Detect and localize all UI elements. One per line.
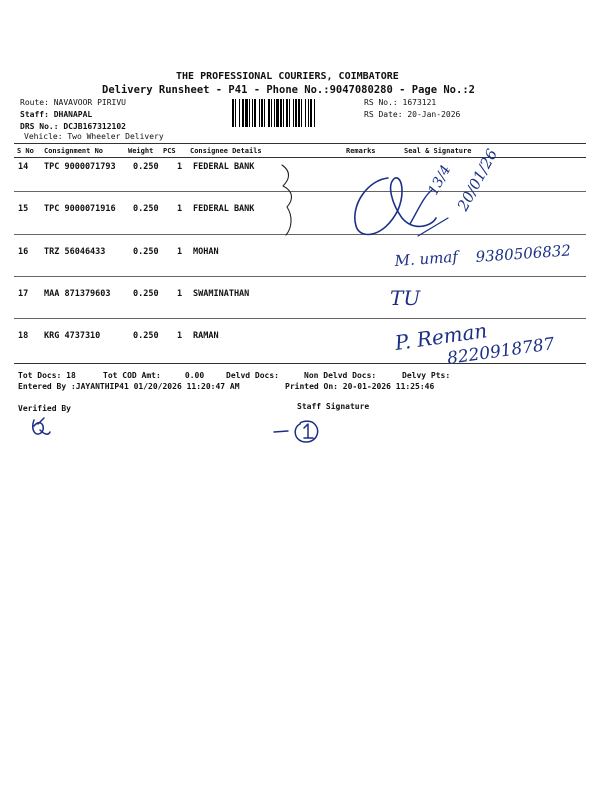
runsheet-title: Delivery Runsheet - P41 - Phone No.:9047080280 - Page No.:2 bbox=[102, 84, 475, 96]
row-consignment: TPC 9000071916 bbox=[44, 204, 116, 214]
row-consignee: MOHAN bbox=[193, 247, 219, 257]
row-consignment: TPC 9000071793 bbox=[44, 162, 116, 172]
row-sno: 17 bbox=[18, 289, 29, 299]
row-weight: 0.250 bbox=[133, 331, 159, 341]
drs-label: DRS No.: DCJB167312102 bbox=[20, 122, 126, 131]
row-pcs: 1 bbox=[177, 162, 183, 172]
signature-underline bbox=[418, 218, 448, 236]
signature-rows-14-15 bbox=[355, 178, 436, 235]
row-consignment: KRG 4737310 bbox=[44, 331, 101, 341]
row-weight: 0.250 bbox=[133, 247, 159, 257]
staff-signature-dash bbox=[274, 431, 288, 432]
verified-by-label: Verified By bbox=[18, 404, 71, 413]
row-consignee: RAMAN bbox=[193, 331, 219, 341]
row-consignee: SWAMINATHAN bbox=[193, 289, 250, 299]
row-sno: 16 bbox=[18, 247, 29, 257]
total-cod: Tot COD Amt: 0.00 bbox=[103, 371, 205, 380]
row-consignee: FEDERAL BANK bbox=[193, 204, 255, 214]
handwritten-phone-16: 9380506832 bbox=[475, 241, 572, 266]
entered-by: Entered By :JAYANTHIP41 01/20/2026 11:20:47 AM bbox=[18, 382, 240, 391]
vehicle-label: Vehicle: Two Wheeler Delivery bbox=[24, 132, 164, 141]
non-delivered-docs: Non Delvd Docs: bbox=[304, 371, 377, 380]
rs-date: RS Date: 20-Jan-2026 bbox=[364, 110, 461, 119]
row-consignee: FEDERAL BANK bbox=[193, 162, 255, 172]
row-weight: 0.250 bbox=[133, 204, 159, 214]
company-title: THE PROFESSIONAL COURIERS, COIMBATORE bbox=[176, 71, 399, 82]
printed-on: Printed On: 20-01-2026 11:25:46 bbox=[285, 382, 435, 391]
col-header-weight: Weight bbox=[128, 147, 154, 155]
row-consignment: TRZ 56046433 bbox=[44, 247, 106, 257]
col-header-pcs: PCS bbox=[163, 147, 176, 155]
col-header-consignee: Consignee Details bbox=[190, 147, 262, 155]
row-sno: 14 bbox=[18, 162, 29, 172]
row-weight: 0.250 bbox=[133, 162, 159, 172]
handwritten-name-18: P. Reman bbox=[393, 318, 489, 355]
handwritten-name-16: M. umaf bbox=[394, 247, 459, 270]
row-weight: 0.250 bbox=[133, 289, 159, 299]
rs-number: RS No.: 1673121 bbox=[364, 98, 437, 107]
row-sno: 15 bbox=[18, 204, 29, 214]
row-pcs: 1 bbox=[177, 204, 183, 214]
handwritten-mark-17: TU bbox=[390, 286, 421, 310]
staff-label: Staff: DHANAPAL bbox=[20, 110, 93, 119]
row-consignment: MAA 871379603 bbox=[44, 289, 111, 299]
delivered-docs: Delvd Docs: bbox=[226, 371, 279, 380]
handwritten-date: 20/01/26 bbox=[453, 145, 502, 214]
col-header-sno: S No bbox=[17, 147, 34, 155]
staff-signature-label: Staff Signature bbox=[297, 402, 370, 411]
delivery-points: Delvy Pts: bbox=[402, 371, 451, 380]
row-pcs: 1 bbox=[177, 247, 183, 257]
col-header-remarks: Remarks bbox=[346, 147, 376, 155]
handwritten-time: 13/4 bbox=[425, 162, 455, 198]
row-sno: 18 bbox=[18, 331, 29, 341]
staff-signature bbox=[295, 421, 317, 442]
verified-by-signature bbox=[33, 418, 50, 434]
row-pcs: 1 bbox=[177, 289, 183, 299]
col-header-consignment: Consignment No bbox=[44, 147, 104, 155]
signature-stroke bbox=[410, 190, 432, 224]
total-docs: Tot Docs: 18 bbox=[18, 371, 76, 380]
row-pcs: 1 bbox=[177, 331, 183, 341]
col-header-seal: Seal & Signature bbox=[404, 147, 472, 155]
bracket-mark bbox=[282, 165, 292, 235]
handwritten-phone-18: 8220918787 bbox=[445, 334, 556, 369]
route-label: Route: NAVAVOOR PIRIVU bbox=[20, 98, 126, 107]
